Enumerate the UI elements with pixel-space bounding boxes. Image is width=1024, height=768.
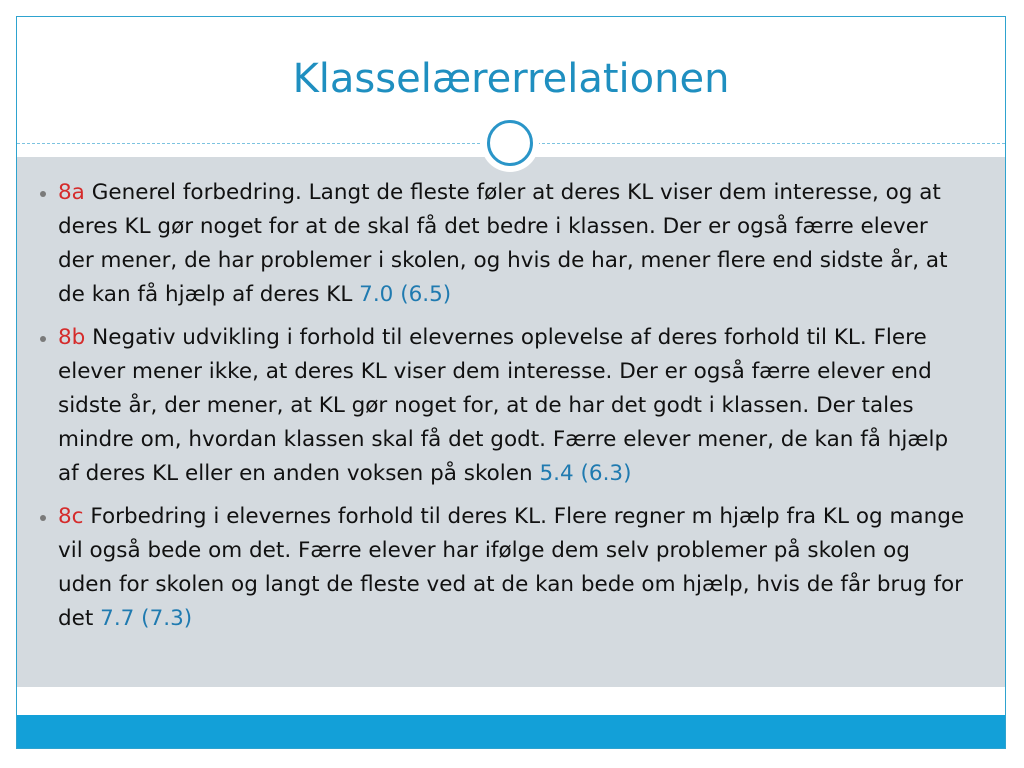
item-score: 5.4 (6.3)	[539, 461, 632, 486]
item-text: Forbedring i elevernes forhold til deres KL. Flere regner m hjælp fra KL og mange vil også bede om det. Færre elever har ifølge dem selv problemer på skolen og uden for skolen og langt de fleste ved at de kan bede om hjælp, hvis de får brug for det	[58, 504, 965, 631]
item-text: Negativ udvikling i forhold til elevernes oplevelse af deres forhold til KL. Flere elever mener ikke, at deres KL viser dem interesse. Der er også færre elever end sidste år, der mener, at KL gør noget for, at de har det godt i klassen. Der tales mindre om, hvordan klassen skal få det godt. Færre elever mener, de kan få hjælp af deres KL eller en anden voksen på skolen	[58, 325, 949, 486]
bullet-dot-icon	[40, 515, 46, 521]
class-tag: 8a	[58, 180, 85, 205]
item-score: 7.7 (7.3)	[100, 606, 193, 631]
bullet-list	[40, 176, 970, 645]
footer-bar	[17, 715, 1005, 748]
slide-title: Klasselærerrelationen	[292, 56, 730, 102]
bullet-dot-icon	[40, 191, 46, 197]
bullet-dot-icon	[40, 336, 46, 342]
circle-ring-icon	[481, 114, 539, 172]
bullet-item-8c	[40, 500, 970, 636]
class-tag: 8b	[58, 325, 86, 350]
bullet-item-8b	[40, 321, 970, 491]
circle-ring-inner	[487, 120, 533, 166]
class-tag: 8c	[58, 504, 84, 529]
bullet-item-8a	[40, 176, 970, 312]
item-text: Generel forbedring. Langt de fleste føler at deres KL viser dem interesse, og at deres KL gør noget for at de skal få det bedre i klassen. Der er også færre elever der mener, de har problemer i skolen, og hvis de har, mener flere end sidste år, at de kan få hjælp af deres KL	[58, 180, 948, 307]
item-score: 7.0 (6.5)	[359, 282, 452, 307]
